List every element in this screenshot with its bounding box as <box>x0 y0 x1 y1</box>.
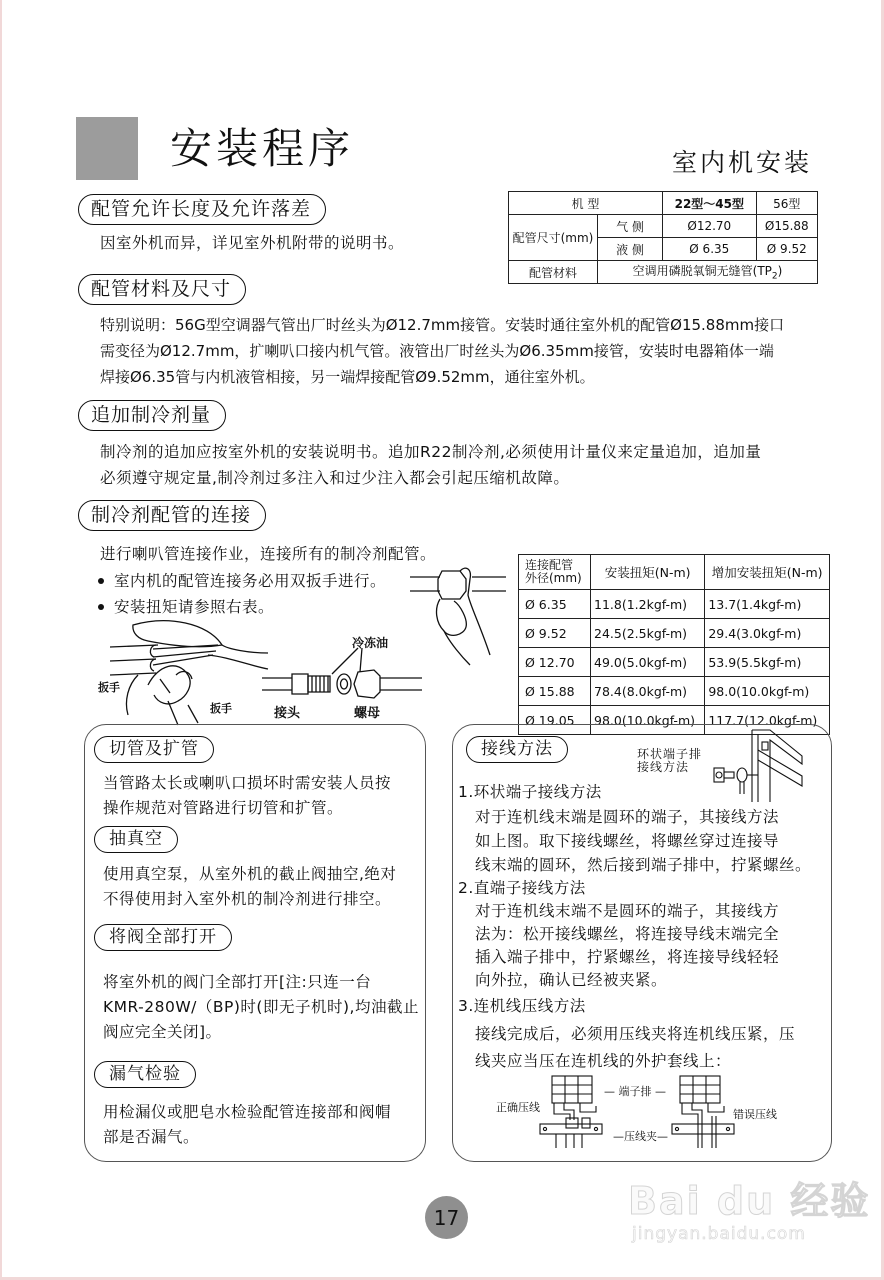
method-1-title: 1.环状端子接线方法 <box>458 783 602 801</box>
text-line: 使用真空泵，从室外机的截止阀抽空,绝对 <box>103 865 397 883</box>
spec-header-col1: 22型～45型 <box>663 192 757 215</box>
header-line: 外径(mm) <box>525 571 582 585</box>
spec-col1-value: Ø12.70 <box>663 215 757 238</box>
page-subtitle: 室内机安装 <box>672 148 813 177</box>
torque-value: 78.4(8.0kgf-m) <box>591 677 705 706</box>
torque-extra: 13.7(1.4kgf-m) <box>705 590 830 619</box>
caption-line: 环状端子排 <box>637 747 703 761</box>
text-line: 如上图。取下接线螺丝，将螺丝穿过连接导 <box>475 832 780 850</box>
text-line: 向外拉，确认已经被夹紧。 <box>475 971 668 989</box>
text-line: 需变径为Ø12.7mm，扩喇叭口接内机气管。液管出厂时丝头为Ø6.35mm接管，安装时电器箱体一端 <box>100 342 774 360</box>
method-2-text <box>475 900 779 992</box>
torque-value: 98.0(10.0kgf-m) <box>591 706 705 735</box>
text-line: 不得使用封入室外机的制冷剂进行排空。 <box>103 890 392 908</box>
text-line: 必须遵守规定量,制冷剂过多注入和过少注入都会引起压缩机故障。 <box>100 469 570 487</box>
header-gray-block <box>76 117 138 180</box>
spec-col2-value: Ø15.88 <box>756 215 817 238</box>
torque-value: 24.5(2.5kgf-m) <box>591 619 705 648</box>
wrench-label: 扳手 <box>98 681 120 694</box>
spec-table-material-row <box>509 261 818 284</box>
page-edge-left <box>0 0 2 1280</box>
header-line: 连接配管 <box>525 558 574 572</box>
torque-row <box>519 648 830 677</box>
heading-refrigerant-add: 追加制冷剂量 <box>78 400 226 431</box>
text-line: 部是否漏气。 <box>103 1128 200 1146</box>
method-3-title: 3.连机线压线方法 <box>458 997 586 1015</box>
cut-flare-text <box>103 771 391 821</box>
torque-header-diameter <box>519 555 591 590</box>
text-line: 插入端子排中，拧紧螺丝，将连接导线轻轻 <box>475 948 780 966</box>
pipe-connection-bullets <box>98 568 386 620</box>
heading-wiring-method: 接线方法 <box>466 736 568 763</box>
torque-header-extra: 增加安装扭矩(N-m) <box>705 555 830 590</box>
torque-header-torque: 安装扭矩(N-m) <box>591 555 705 590</box>
wrong-clamp-label: 错误压线 <box>733 1108 777 1121</box>
ring-terminal-caption <box>637 748 702 774</box>
heading-vacuum: 抽真空 <box>94 826 178 853</box>
pipe-material-text <box>100 312 784 390</box>
pipe-spec-table <box>508 191 818 284</box>
joint-label: 接头 <box>274 706 301 721</box>
torque-diameter: Ø 12.70 <box>519 648 591 677</box>
spec-header-col2: 56型 <box>756 192 817 215</box>
bullet-item <box>98 568 386 594</box>
spec-table-header-row <box>509 192 818 215</box>
heading-cut-flare: 切管及扩管 <box>94 736 214 763</box>
torque-header-row <box>519 555 830 590</box>
torque-row <box>519 590 830 619</box>
torque-diameter: Ø 9.52 <box>519 619 591 648</box>
spec-side: 液 侧 <box>598 238 663 261</box>
text-line: 接线完成后，必须用压线夹将连机线压紧，压 <box>475 1025 796 1043</box>
spec-side: 气 侧 <box>598 215 663 238</box>
heading-open-valves: 将阀全部打开 <box>94 924 232 951</box>
torque-diameter: Ø 6.35 <box>519 590 591 619</box>
heading-pipe-connection: 制冷剂配管的连接 <box>78 500 266 531</box>
torque-diameter: Ø 19.05 <box>519 706 591 735</box>
vacuum-text <box>103 862 396 912</box>
torque-value: 11.8(1.2kgf-m) <box>591 590 705 619</box>
spec-table-row <box>509 215 818 238</box>
bullet-text: 室内机的配管连接务必用双扳手进行。 <box>114 572 387 590</box>
material-subscript: 2 <box>771 271 778 282</box>
terminal-block-label: — 端子排 — <box>604 1085 666 1098</box>
bullet-dot-icon <box>98 578 104 584</box>
method-1-text <box>475 805 811 877</box>
leak-check-text <box>103 1100 391 1150</box>
bullet-dot-icon <box>98 604 104 610</box>
clamp-label: —压线夹— <box>613 1130 668 1143</box>
material-close: ) <box>777 264 783 279</box>
refrigerant-add-text <box>100 439 761 491</box>
correct-clamp-label: 正确压线 <box>496 1101 540 1114</box>
page-number: 17 <box>425 1196 468 1239</box>
text-line: 对于连机线末端不是圆环的端子，其接线方 <box>475 902 780 920</box>
text-line: 制冷剂的追加应按室外机的安装说明书。追加R22制冷剂,必须使用计量仪来定量追加，追加量 <box>100 443 762 461</box>
watermark-url: jingyan.baidu.com <box>632 1224 806 1244</box>
torque-row <box>519 677 830 706</box>
torque-value: 49.0(5.0kgf-m) <box>591 648 705 677</box>
heading-pipe-material: 配管材料及尺寸 <box>78 274 246 305</box>
text-line: 法为：松开接线螺丝，将连接导线末端完全 <box>475 925 780 943</box>
text-line: 用检漏仪或肥皂水检验配管连接部和阀帽 <box>103 1103 392 1121</box>
bullet-text: 安装扭矩请参照右表。 <box>114 598 275 616</box>
hand-holding-nut-illustration <box>410 565 510 665</box>
heading-pipe-length: 配管允许长度及允许落差 <box>78 194 326 225</box>
wrench-label: 扳手 <box>210 702 232 715</box>
pipe-length-text: 因室外机而异，详见室外机附带的说明书。 <box>100 234 405 252</box>
pipe-connection-intro: 进行喇叭管连接作业，连接所有的制冷剂配管。 <box>100 545 437 563</box>
text-line: 对于连机线末端是圆环的端子，其接线方法 <box>475 808 780 826</box>
torque-extra: 53.9(5.5kgf-m) <box>705 648 830 677</box>
baidu-jingyan-watermark <box>628 1179 871 1244</box>
spec-material-label: 配管材料 <box>509 261 598 284</box>
text-line: 特别说明：56G型空调器气管出厂时丝头为Ø12.7mm接管。安装时通往室外机的配管Ø15.88mm接口 <box>100 316 785 334</box>
torque-table <box>518 554 830 735</box>
spec-col1-value: Ø 6.35 <box>663 238 757 261</box>
caption-line: 接线方法 <box>637 760 690 774</box>
oil-label: 冷冻油 <box>352 636 389 650</box>
double-wrench-illustration <box>98 615 268 725</box>
torque-extra: 29.4(3.0kgf-m) <box>705 619 830 648</box>
spec-col2-value: Ø 9.52 <box>756 238 817 261</box>
text-line: 操作规范对管路进行切管和扩管。 <box>103 799 344 817</box>
nut-label: 螺母 <box>354 706 381 721</box>
text-line: KMR-280W/（BP)时(即无子机时),均油截止 <box>103 998 419 1016</box>
open-valves-text <box>103 970 419 1045</box>
torque-extra: 98.0(10.0kgf-m) <box>705 677 830 706</box>
watermark-logo: Bai du 经验 <box>628 1179 871 1223</box>
method-2-title: 2.直端子接线方法 <box>458 879 586 897</box>
text-line: 阀应完全关闭]。 <box>103 1023 222 1041</box>
spec-material-value <box>598 261 818 284</box>
text-line: 焊接Ø6.35管与内机液管相接，另一端焊接配管Ø9.52mm，通往室外机。 <box>100 368 595 386</box>
text-line: 将室外机的阀门全部打开[注:只连一台 <box>103 973 372 991</box>
text-line: 线夹应当压在连机线的外护套线上： <box>475 1052 732 1070</box>
heading-leak-check: 漏气检验 <box>94 1061 196 1088</box>
text-line: 当管路太长或喇叭口损坏时需安装人员按 <box>103 774 392 792</box>
material-text: 空调用磷脱氧铜无缝管(TP <box>632 264 772 279</box>
spec-header-model: 机 型 <box>509 192 663 215</box>
torque-diameter: Ø 15.88 <box>519 677 591 706</box>
method-3-text <box>475 1021 795 1075</box>
page-title: 安装程序 <box>170 124 355 173</box>
text-line: 线末端的圆环，然后接到端子排中，拧紧螺丝。 <box>475 856 812 874</box>
spec-size-label: 配管尺寸(mm) <box>509 215 598 261</box>
ring-terminal-illustration <box>712 730 812 805</box>
torque-row <box>519 619 830 648</box>
torque-extra: 117.7(12.0kgf-m) <box>705 706 830 735</box>
